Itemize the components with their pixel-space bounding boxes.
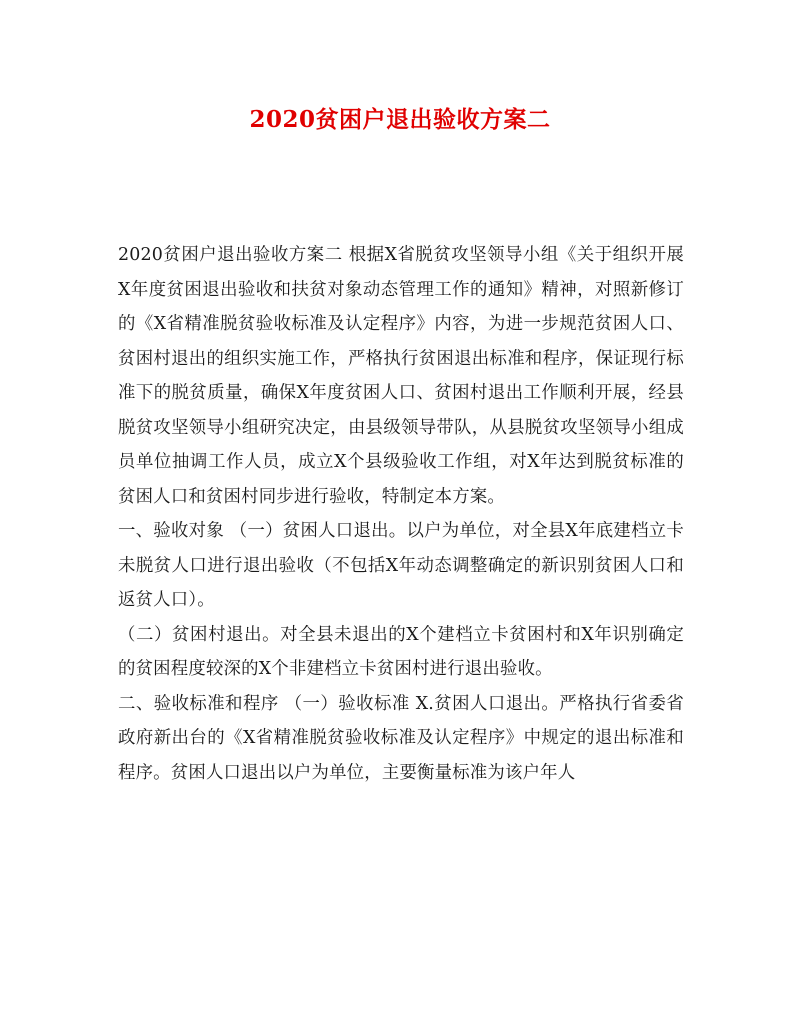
document-body bbox=[118, 238, 684, 790]
paragraph-section-1: 一、验收对象 （一）贫困人口退出。以户为单位，对全县X年底建档立卡未脱贫人口进行退出验收（不包括X年动态调整确定的新识别贫困人口和返贫人口）。 bbox=[118, 521, 684, 610]
document-title: 2020贫困户退出验收方案二 bbox=[249, 106, 551, 133]
paragraph-intro: 2020贫困户退出验收方案二 根据X省脱贫攻坚领导小组《关于组织开展X年度贫困退出验收和扶贫对象动态管理工作的通知》精神，对照新修订的《X省精准脱贫验收标准及认定程序》内容，为进一步规范贫困人口、贫困村退出的组织实施工作，严格执行贫困退出标准和程序，保证现行标准下的脱贫质量，确保X年度贫困人口、贫困村退出工作顺利开展，经县脱贫攻坚领导小组研究决定，由县级领导带队，从县脱贫攻坚领导小组成员单位抽调工作人员，成立X个县级验收工作组，对X年达到脱贫标准的贫困人口和贫困村同步进行验收，特制定本方案。 bbox=[118, 245, 684, 507]
paragraph-section-1-2: （二）贫困村退出。对全县未退出的X个建档立卡贫困村和X年识别确定的贫困程度较深的X个非建档立卡贫困村进行退出验收。 bbox=[118, 624, 684, 679]
paragraph-section-2: 二、验收标准和程序 （一）验收标准 X.贫困人口退出。严格执行省委省政府新出台的《X省精准脱贫验收标准及认定程序》中规定的退出标准和程序。贫困人口退出以户为单位，主要衡量标准为该户年人 bbox=[118, 693, 684, 783]
